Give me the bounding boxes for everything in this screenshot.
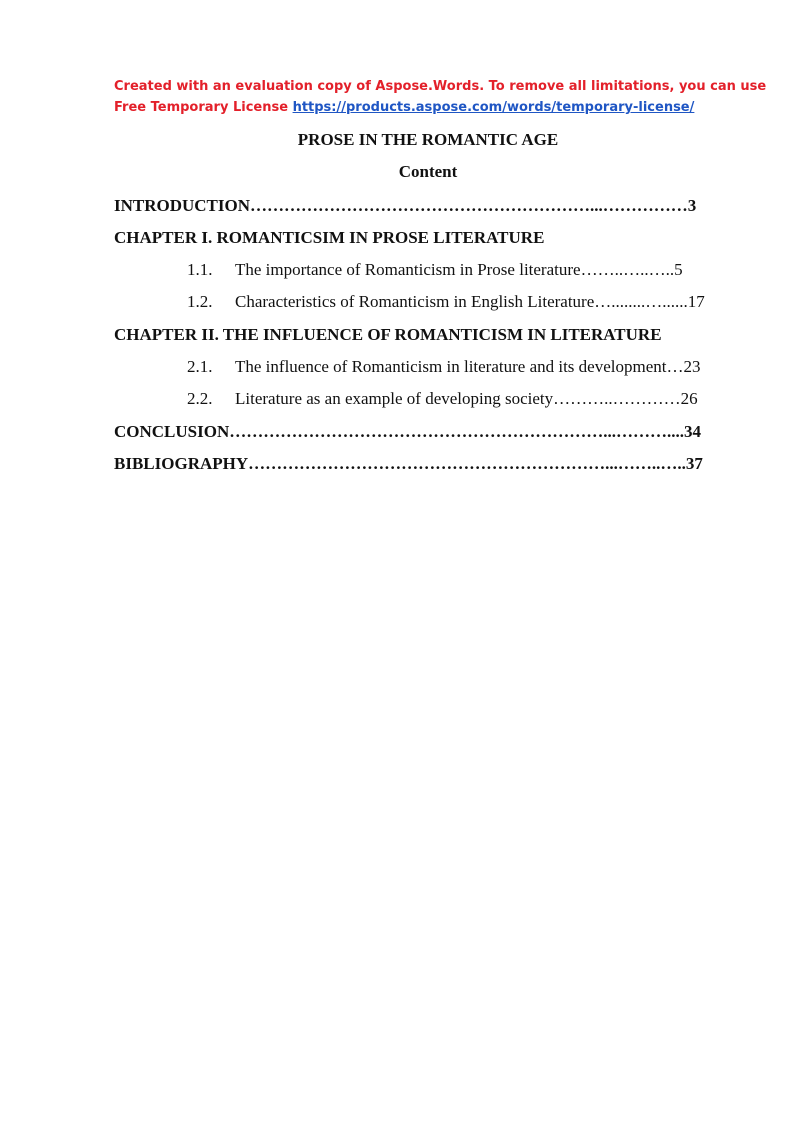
toc-entry-section-2-1	[187, 356, 700, 378]
toc-entry-conclusion	[114, 421, 701, 443]
toc-entry-number: 2.2.	[187, 389, 213, 408]
toc-entry-number: 1.2.	[187, 292, 213, 311]
temporary-license-link[interactable]: https://products.aspose.com/words/temporary-license/	[292, 100, 695, 115]
toc-entry-text: BIBLIOGRAPHY………………………………………………………...……..…..37	[114, 454, 703, 473]
toc-entry-chapter-2	[114, 324, 662, 346]
toc-entry-bibliography	[114, 453, 703, 475]
contents-heading: Content	[398, 162, 458, 181]
toc-entry-text: The importance of Romanticism in Prose literature……..…..…..5	[235, 260, 683, 279]
toc-entry-section-1-1	[187, 259, 683, 281]
toc-entry-number: 1.1.	[187, 260, 213, 279]
toc-entry-text: INTRODUCTION……………………………………………………...……………3	[114, 196, 697, 215]
toc-entry-text: Literature as an example of developing society………..…………26	[235, 389, 698, 408]
toc-entry-text: The influence of Romanticism in literature and its development…23	[235, 357, 701, 376]
toc-entry-chapter-1	[114, 227, 544, 249]
document-title: PROSE IN THE ROMANTIC AGE	[297, 130, 559, 149]
toc-entry-text: Characteristics of Romanticism in English Literature…........…......17	[235, 292, 705, 311]
toc-entry-section-2-2	[187, 388, 698, 410]
evaluation-watermark	[114, 76, 767, 118]
toc-entry-introduction	[114, 195, 696, 217]
watermark-line-1: Created with an evaluation copy of Aspose.Words. To remove all limitations, you can use	[114, 79, 767, 94]
toc-entry-text: CHAPTER I. ROMANTICSIM IN PROSE LITERATURE	[114, 228, 545, 247]
watermark-license-text: Free Temporary License	[114, 100, 289, 115]
toc-entry-section-1-2	[187, 291, 705, 313]
toc-entry-text: CONCLUSION…………………………………………………………...………....34	[114, 422, 701, 441]
toc-entry-text: CHAPTER II. THE INFLUENCE OF ROMANTICISM IN LITERATURE	[114, 325, 662, 344]
toc-entry-number: 2.1.	[187, 357, 213, 376]
watermark-line-2	[114, 97, 754, 118]
